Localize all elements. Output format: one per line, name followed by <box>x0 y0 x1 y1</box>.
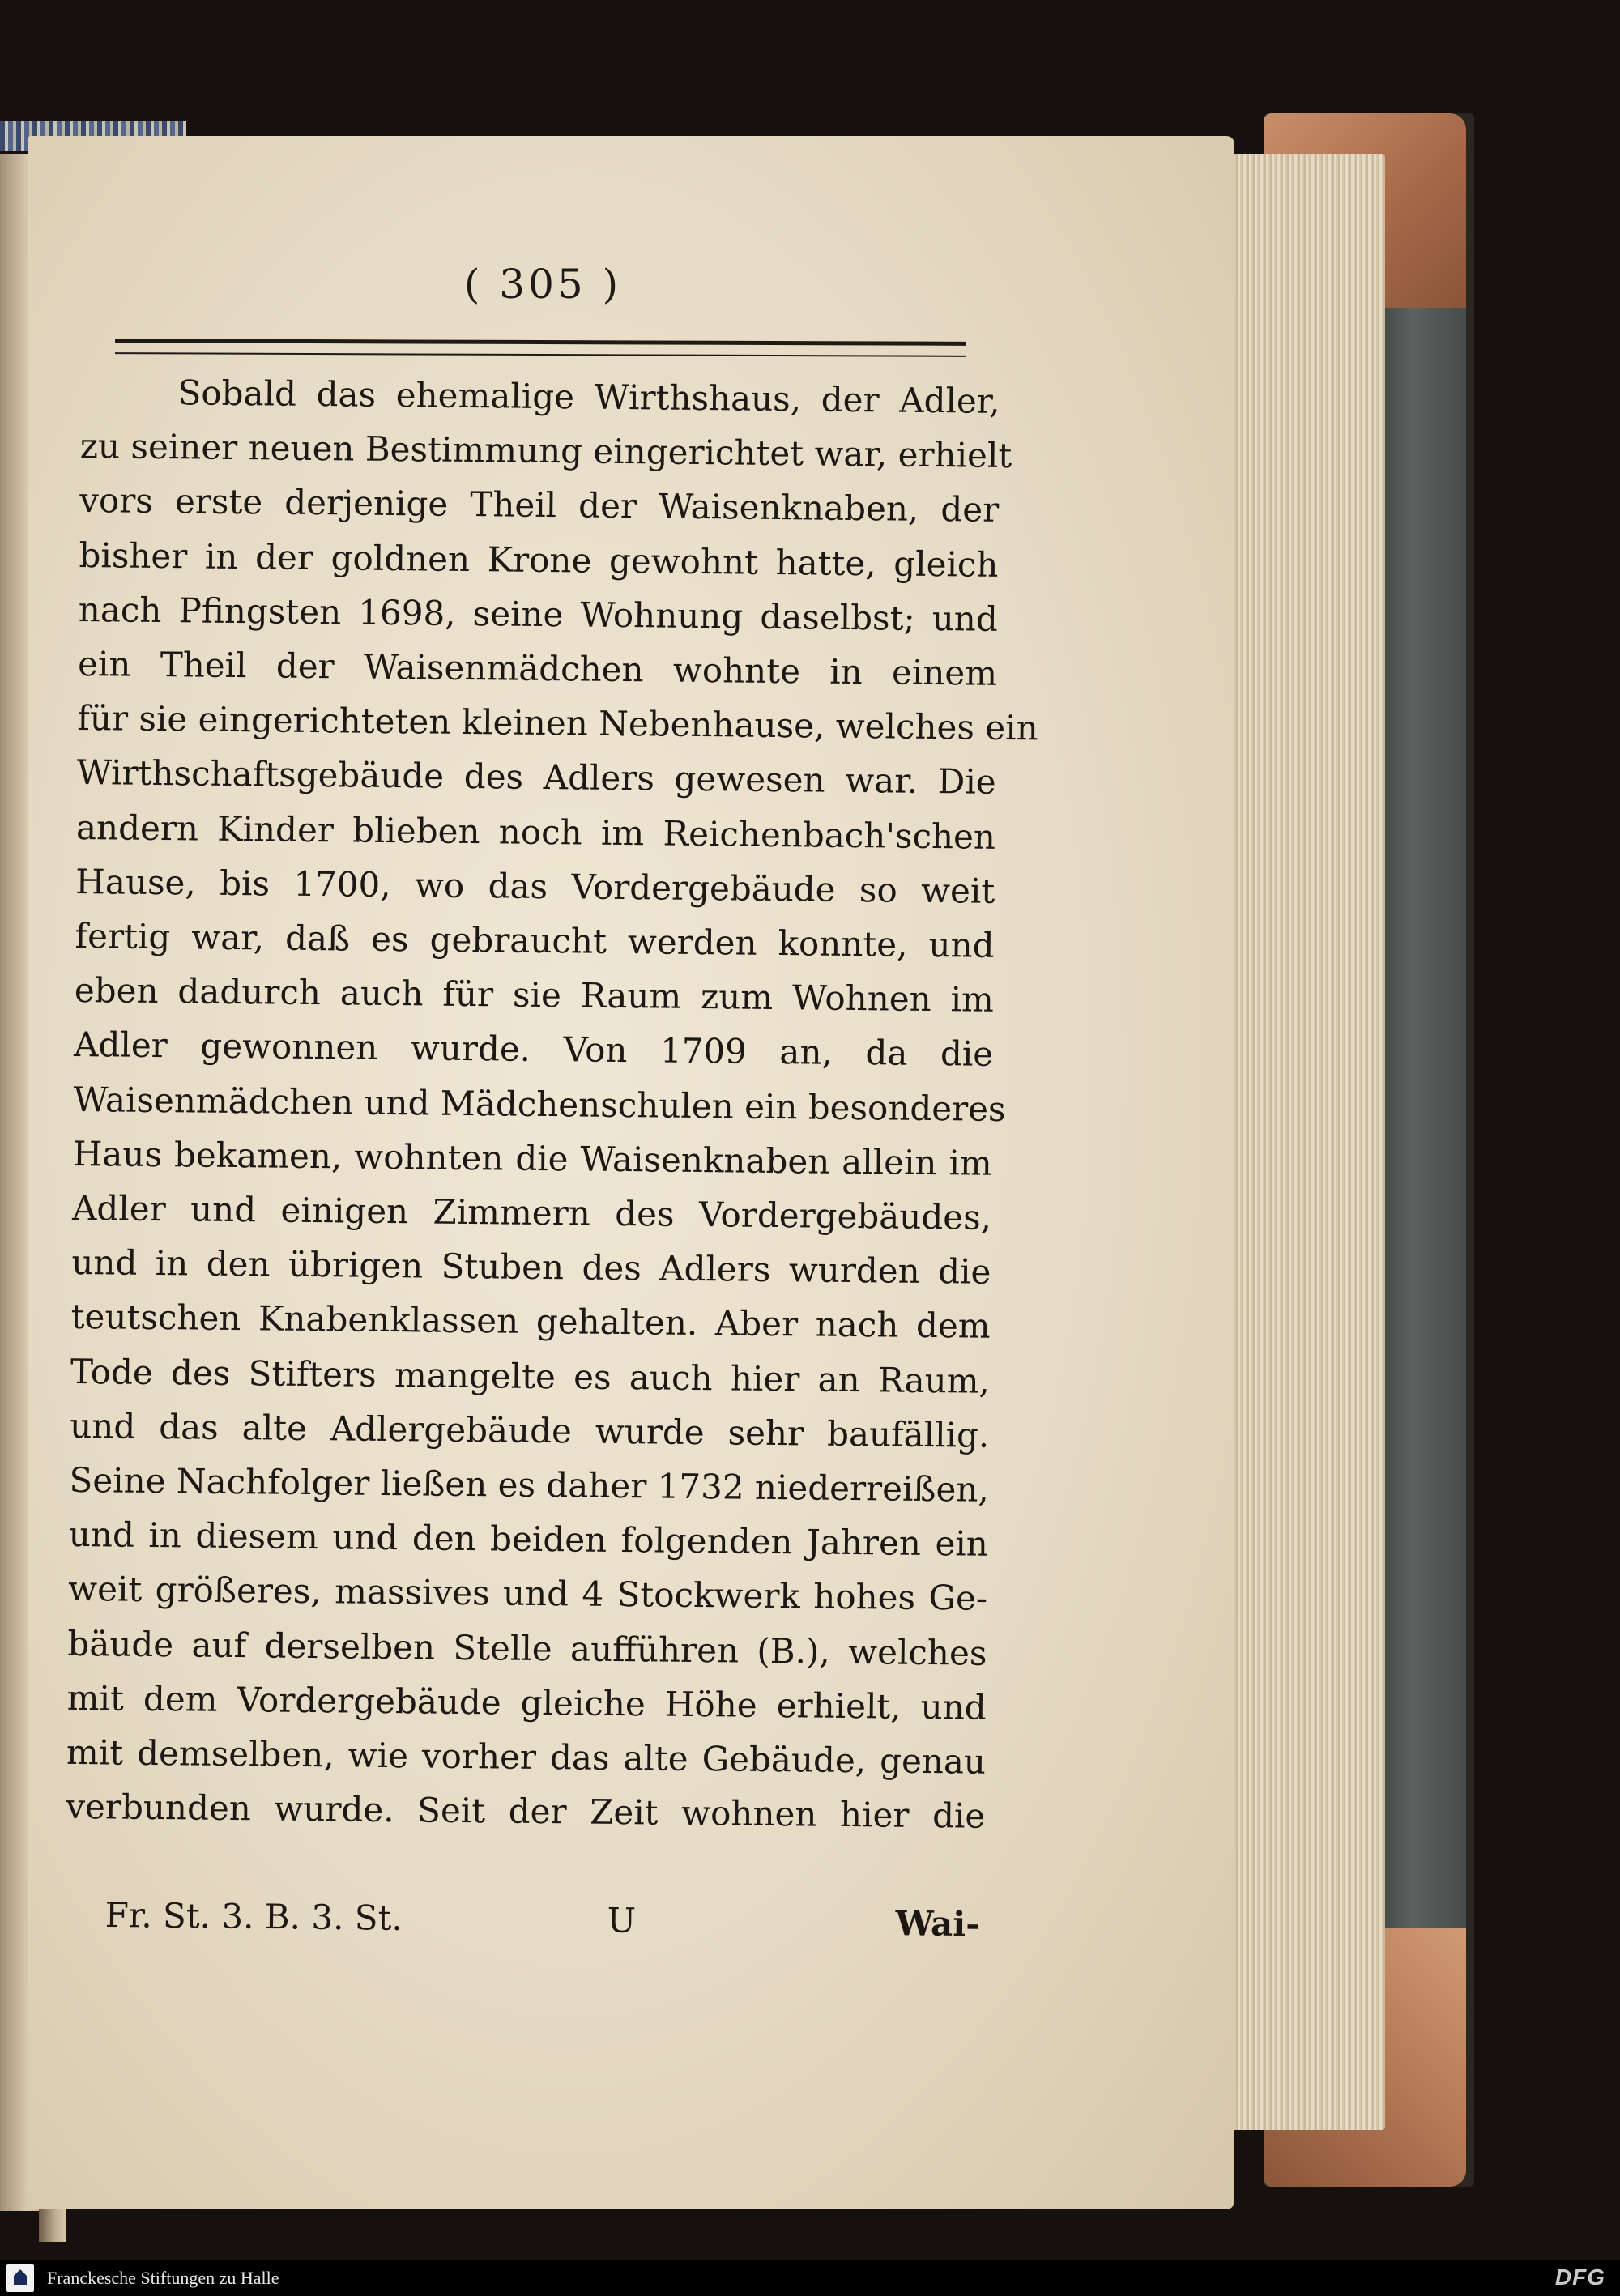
text-line: vors erste derjenige Theil der Waisenknaben, der <box>79 480 1000 530</box>
text-line: andern Kinder blieben noch im Reichenbach'schen <box>75 807 996 857</box>
header-rule <box>115 339 966 357</box>
text-line: ein Theil der Waisenmädchen wohnte in einem <box>77 643 998 693</box>
text-line: nach Pfingsten 1698, seine Wohnung daselbst; und <box>78 589 999 639</box>
text-line: Seine Nachfolger ließen es daher 1732 niederreißen, <box>69 1459 990 1510</box>
signature-mark: Fr. St. 3. B. 3. St. <box>104 1895 403 1938</box>
text-line: teutschen Knabenklassen gehalten. Aber nach dem <box>70 1297 991 1347</box>
text-line: Haus bekamen, wohnten die Waisenknaben allein im <box>72 1133 992 1183</box>
viewer-footer-bar <box>0 2260 1620 2296</box>
text-line: mit demselben, wie vorher das alte Gebäude, genau <box>66 1732 987 1782</box>
institution-name: Franckesche Stiftungen zu Halle <box>47 2268 279 2288</box>
text-line: zu seiner neuen Bestimmung eingerichtet war, erhielt <box>79 426 1013 476</box>
text-line: Wirthschaftsgebäude des Adlers gewesen war. Die <box>76 752 996 803</box>
page-footer <box>104 1895 980 1953</box>
text-line: eben dadurch auch für sie Raum zum Wohnen im <box>74 970 995 1020</box>
text-line: bisher in der goldnen Krone gewohnt hatte, gleich <box>79 535 999 585</box>
text-line: und in den übrigen Stuben des Adlers wurden die <box>71 1242 991 1293</box>
text-line: Sobald das ehemalige Wirthshaus, der Adler, <box>177 373 1000 421</box>
text-line: und das alte Adlergebäude wurde sehr baufällig. <box>70 1405 990 1455</box>
dfg-logo: DFG <box>1554 2264 1605 2290</box>
text-line: fertig war, daß es gebraucht werden konnte, und <box>75 915 995 965</box>
page-header: ( 305 ) <box>463 261 622 308</box>
sheet-mark: U <box>607 1900 637 1940</box>
text-line: Tode des Stifters mangelte es auch hier an Raum, <box>70 1351 991 1401</box>
text-line: Adler gewonnen wurde. Von 1709 an, da die <box>73 1024 994 1075</box>
institution-logo-icon <box>6 2264 34 2292</box>
page-body <box>66 364 1038 1843</box>
text-line: für sie eingerichteten kleinen Nebenhause, welches ein <box>77 698 1038 748</box>
text-line: Waisenmädchen und Mädchenschulen ein besonderes <box>73 1079 1006 1129</box>
text-line: bäude auf derselben Stelle aufführen (B.), welches <box>67 1623 987 1673</box>
catchword: Wai- <box>895 1903 980 1945</box>
text-line: und in diesem und den beiden folgenden Jahren ein <box>68 1514 989 1565</box>
text-line: verbunden wurde. Seit der Zeit wohnen hier die <box>66 1787 986 1837</box>
text-line: Adler und einigen Zimmern des Vordergebäudes, <box>71 1187 992 1237</box>
cover-cloth-panel <box>1377 267 1466 1936</box>
text-line: mit dem Vordergebäude gleiche Höhe erhielt, und <box>66 1677 987 1727</box>
text-line: weit größeres, massives und 4 Stockwerk hohes Ge- <box>67 1569 988 1619</box>
text-line: Hause, bis 1700, wo das Vordergebäude so weit <box>75 861 995 911</box>
